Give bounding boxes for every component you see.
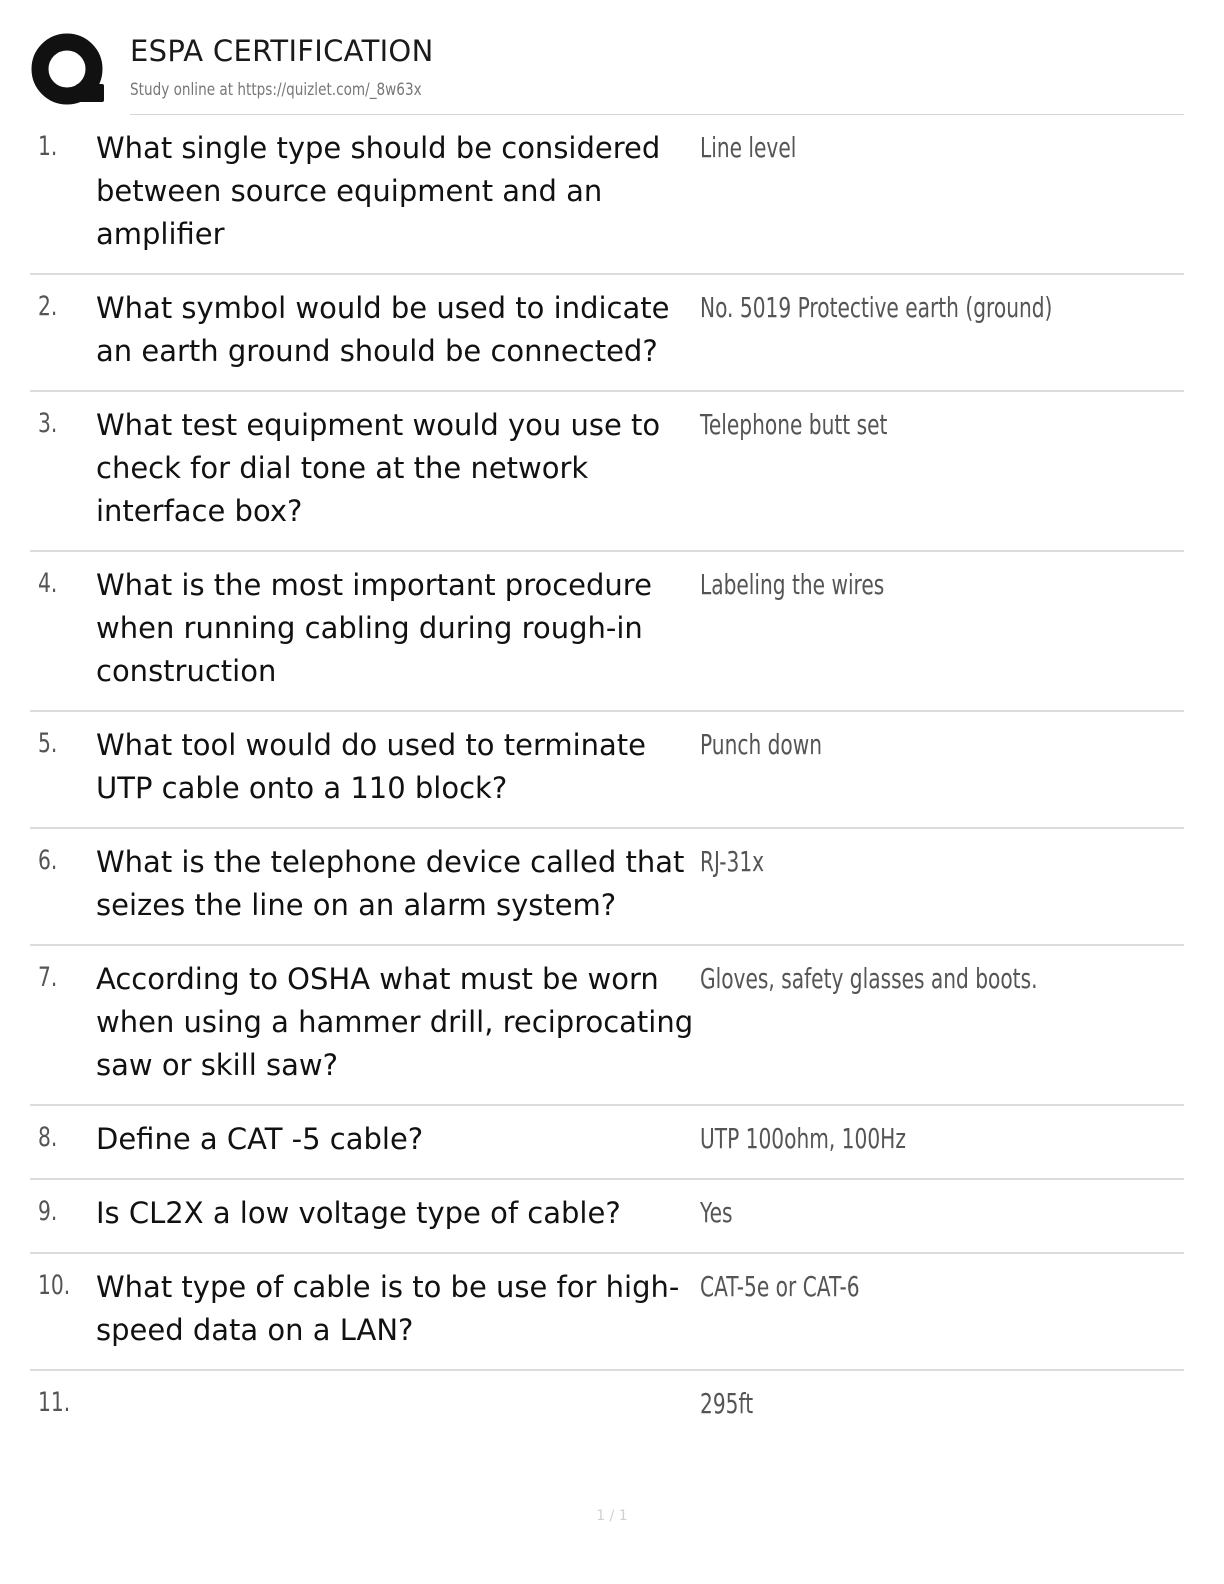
study-online-link-text: Study online at https://quizlet.com/_8w63x <box>130 80 422 100</box>
card-answer: Gloves, safety glasses and boots. <box>700 962 1038 995</box>
card-number: 6. <box>38 845 58 876</box>
page-header <box>30 28 1184 114</box>
card-answer: No. 5019 Protective earth (ground) <box>700 291 1053 324</box>
card-answer: Punch down <box>700 728 823 761</box>
card-question: Is CL2X a low voltage type of cable? <box>96 1196 621 1230</box>
flashcard-row <box>30 1106 1184 1180</box>
card-answer: 295ft <box>700 1387 754 1420</box>
card-number: 9. <box>38 1196 58 1227</box>
card-number: 4. <box>38 568 58 599</box>
card-number: 7. <box>38 962 58 993</box>
flashcard-row <box>30 552 1184 712</box>
card-question: What symbol would be used to indicate an earth ground should be connected? <box>96 291 670 368</box>
card-number: 5. <box>38 728 58 759</box>
card-question: What type of cable is to be use for high-speed data on a LAN? <box>96 1270 680 1347</box>
card-answer: Telephone butt set <box>700 408 888 441</box>
card-answer: UTP 100ohm, 100Hz <box>700 1122 906 1155</box>
card-number: 2. <box>38 291 58 322</box>
card-number: 1. <box>38 131 58 162</box>
card-answer: CAT-5e or CAT-6 <box>700 1270 860 1303</box>
card-question: What tool would do used to terminate UTP cable onto a 110 block? <box>96 728 647 805</box>
card-question: What test equipment would you use to check for dial tone at the network interface box? <box>96 408 661 528</box>
card-question: What is the telephone device called that seizes the line on an alarm system? <box>96 845 685 922</box>
flashcard-list <box>30 115 1184 1443</box>
card-number: 8. <box>38 1122 58 1153</box>
card-answer: Yes <box>700 1196 733 1229</box>
flashcard-row <box>30 392 1184 552</box>
card-question: What is the most important procedure when running cabling during rough-in construction <box>96 568 652 688</box>
flashcard-row <box>30 1254 1184 1371</box>
card-question: Define a CAT -5 cable? <box>96 1122 424 1156</box>
quizlet-q-logo-icon <box>30 32 110 112</box>
card-question: What single type should be considered between source equipment and an amplifier <box>96 131 661 251</box>
flashcard-row <box>30 1180 1184 1254</box>
flashcard-row <box>30 829 1184 946</box>
flashcard-row <box>30 946 1184 1106</box>
card-number: 10. <box>38 1270 71 1301</box>
card-question: According to OSHA what must be worn when using a hammer drill, reciprocating saw or skill saw? <box>96 962 694 1082</box>
card-question <box>96 1383 696 1426</box>
card-number: 3. <box>38 408 58 439</box>
flashcard-row <box>30 115 1184 275</box>
card-answer: Line level <box>700 131 797 164</box>
card-number: 11. <box>38 1387 71 1418</box>
page-title: ESPA CERTIFICATION <box>130 34 434 68</box>
flashcard-row <box>30 1371 1184 1443</box>
flashcard-row <box>30 712 1184 829</box>
card-answer: RJ-31x <box>700 845 765 878</box>
page-number: 1 / 1 <box>596 1508 628 1524</box>
card-answer: Labeling the wires <box>700 568 885 601</box>
flashcard-row <box>30 275 1184 392</box>
